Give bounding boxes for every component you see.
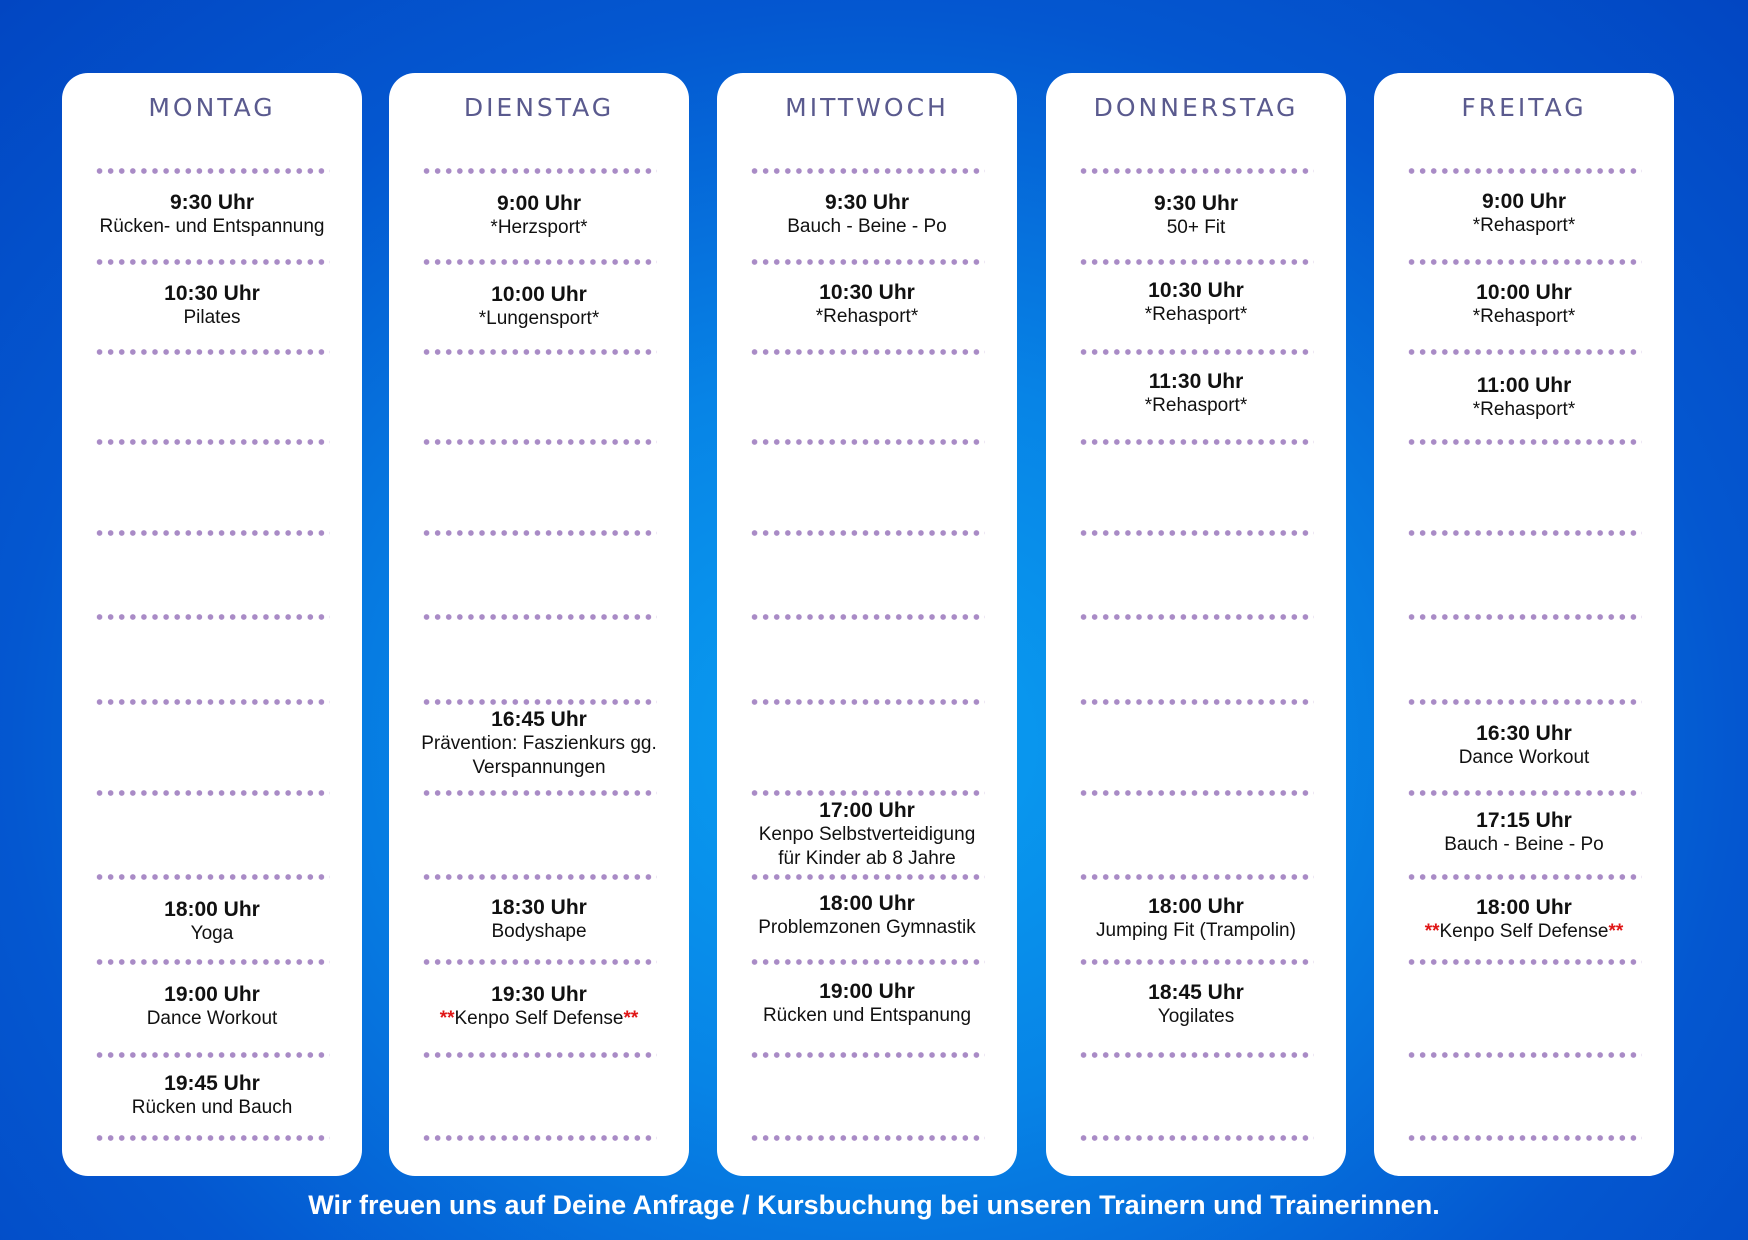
course-time: 18:30 Uhr (491, 896, 587, 919)
course-slot (1374, 722, 1674, 770)
day-title: MITTWOCH (785, 93, 949, 122)
course-time: 9:00 Uhr (496, 192, 582, 215)
course-time: 16:45 Uhr (491, 708, 587, 731)
course-time: 17:15 Uhr (1476, 809, 1572, 832)
course-time: 10:00 Uhr (491, 283, 587, 306)
course-slot (717, 191, 1017, 239)
course-time: 19:45 Uhr (164, 1072, 260, 1095)
dotted-divider (749, 790, 985, 796)
dotted-divider (1078, 790, 1314, 796)
dotted-divider (1078, 530, 1314, 536)
course-time: 19:30 Uhr (491, 983, 587, 1006)
dotted-divider (749, 874, 985, 880)
dotted-divider (1078, 439, 1314, 445)
dotted-divider (1406, 259, 1642, 265)
dotted-divider (1406, 439, 1642, 445)
course-name (1374, 920, 1674, 944)
dotted-divider (94, 349, 330, 355)
course-name: *Rehasport* (1472, 306, 1576, 327)
course-name-line2: für Kinder ab 8 Jahre (778, 848, 956, 869)
dotted-divider (94, 1052, 330, 1058)
course-slot (1046, 192, 1346, 240)
course-slot (389, 983, 689, 1031)
dotted-divider (1406, 530, 1642, 536)
course-slot (1374, 374, 1674, 422)
course-name: Dance Workout (1458, 747, 1590, 768)
course-slot (1374, 809, 1674, 857)
course-slot (717, 980, 1017, 1028)
course-name (389, 1007, 689, 1031)
course-time: 18:00 Uhr (164, 898, 260, 921)
course-time: 18:00 Uhr (1476, 896, 1572, 919)
course-slot (389, 283, 689, 331)
course-slot (717, 281, 1017, 329)
dotted-divider (94, 959, 330, 965)
dotted-divider (1078, 959, 1314, 965)
course-time: 9:30 Uhr (169, 191, 255, 214)
course-name: *Lungensport* (478, 308, 600, 329)
dotted-divider (1406, 614, 1642, 620)
dotted-divider (421, 168, 657, 174)
course-name: Prävention: Faszienkurs gg. (421, 733, 657, 754)
day-card-freitag (1374, 73, 1674, 1176)
dotted-divider (749, 259, 985, 265)
course-time: 9:30 Uhr (824, 191, 910, 214)
course-name: *Rehasport* (1144, 395, 1248, 416)
course-name: *Rehasport* (1472, 399, 1576, 420)
course-time: 17:00 Uhr (819, 799, 915, 822)
dotted-divider (94, 614, 330, 620)
dotted-divider (1406, 1135, 1642, 1141)
dotted-divider (94, 439, 330, 445)
marker-asterisks: ** (1608, 921, 1624, 942)
course-slot (389, 192, 689, 240)
dotted-divider (749, 614, 985, 620)
day-title: MONTAG (148, 93, 276, 122)
dotted-divider (421, 790, 657, 796)
course-slot (717, 799, 1017, 871)
dotted-divider (94, 168, 330, 174)
course-slot (62, 983, 362, 1031)
dotted-divider (749, 959, 985, 965)
dotted-divider (749, 530, 985, 536)
dotted-divider (421, 349, 657, 355)
course-slot (717, 892, 1017, 940)
course-name: Rücken und Entspanung (762, 1005, 972, 1026)
course-name: Yoga (190, 923, 234, 944)
dotted-divider (94, 1135, 330, 1141)
dotted-divider (1078, 259, 1314, 265)
day-title: FREITAG (1461, 93, 1587, 122)
course-slot (389, 708, 689, 780)
dotted-divider (421, 530, 657, 536)
course-slot (62, 191, 362, 239)
course-slot (1046, 370, 1346, 418)
dotted-divider (421, 614, 657, 620)
course-time: 11:00 Uhr (1476, 374, 1572, 397)
dotted-divider (749, 349, 985, 355)
dotted-divider (421, 439, 657, 445)
course-slot (62, 282, 362, 330)
dotted-divider (94, 699, 330, 705)
dotted-divider (749, 168, 985, 174)
day-title: DONNERSTAG (1093, 93, 1299, 122)
dotted-divider (1406, 168, 1642, 174)
course-name: Rücken und Bauch (131, 1097, 293, 1118)
marker-asterisks: ** (623, 1008, 639, 1029)
course-slot (1046, 895, 1346, 943)
day-card-montag (62, 73, 362, 1176)
course-slot (1374, 896, 1674, 944)
course-name: Problemzonen Gymnastik (758, 917, 976, 938)
course-slot (1046, 981, 1346, 1029)
course-time: 19:00 Uhr (819, 980, 915, 1003)
footer-message: Wir freuen uns auf Deine Anfrage / Kursbuchung bei unseren Trainern und Trainerinnen. (308, 1190, 1440, 1220)
course-name: Pilates (183, 307, 241, 328)
course-slot (62, 898, 362, 946)
course-name-text: Kenpo Self Defense (454, 1008, 624, 1029)
course-name: *Rehasport* (1472, 215, 1576, 236)
marker-asterisks: ** (439, 1008, 455, 1029)
course-name: 50+ Fit (1166, 217, 1226, 238)
course-name: Jumping Fit (Trampolin) (1096, 920, 1296, 941)
course-slot (62, 1072, 362, 1120)
course-time: 9:00 Uhr (1481, 190, 1567, 213)
dotted-divider (421, 699, 657, 705)
dotted-divider (1078, 168, 1314, 174)
course-name: *Herzsport* (490, 217, 588, 238)
marker-asterisks: ** (1424, 921, 1440, 942)
dotted-divider (421, 1135, 657, 1141)
dotted-divider (1078, 349, 1314, 355)
dotted-divider (1078, 614, 1314, 620)
dotted-divider (749, 1135, 985, 1141)
course-name: *Rehasport* (1144, 304, 1248, 325)
course-time: 10:30 Uhr (1148, 279, 1244, 302)
course-name-line2: Verspannungen (472, 757, 606, 778)
dotted-divider (94, 874, 330, 880)
dotted-divider (1078, 1135, 1314, 1141)
course-time: 18:00 Uhr (1148, 895, 1244, 918)
course-slot (1374, 190, 1674, 238)
dotted-divider (94, 790, 330, 796)
day-card-mittwoch (717, 73, 1017, 1176)
course-time: 10:30 Uhr (819, 281, 915, 304)
dotted-divider (1406, 349, 1642, 355)
dotted-divider (421, 259, 657, 265)
dotted-divider (1078, 874, 1314, 880)
dotted-divider (94, 530, 330, 536)
course-time: 19:00 Uhr (164, 983, 260, 1006)
course-slot (389, 896, 689, 944)
course-time: 11:30 Uhr (1148, 370, 1244, 393)
dotted-divider (1406, 699, 1642, 705)
course-time: 18:00 Uhr (819, 892, 915, 915)
dotted-divider (1406, 874, 1642, 880)
dotted-divider (749, 1052, 985, 1058)
dotted-divider (1406, 1052, 1642, 1058)
course-slot (1374, 281, 1674, 329)
course-slot (1046, 279, 1346, 327)
course-time: 16:30 Uhr (1476, 722, 1572, 745)
dotted-divider (421, 959, 657, 965)
course-name: Bauch - Beine - Po (1444, 834, 1604, 855)
course-time: 9:30 Uhr (1153, 192, 1239, 215)
course-time: 10:00 Uhr (1476, 281, 1572, 304)
dotted-divider (749, 699, 985, 705)
course-name: *Rehasport* (815, 306, 919, 327)
dotted-divider (421, 874, 657, 880)
course-name: Kenpo Selbstverteidigung (758, 824, 976, 845)
dotted-divider (1078, 699, 1314, 705)
course-name: Dance Workout (146, 1008, 278, 1029)
course-name: Bodyshape (491, 921, 587, 942)
dotted-divider (1406, 959, 1642, 965)
dotted-divider (1406, 790, 1642, 796)
dotted-divider (1078, 1052, 1314, 1058)
course-name: Rücken- und Entspannung (99, 216, 325, 237)
day-card-donnerstag (1046, 73, 1346, 1176)
course-name-text: Kenpo Self Defense (1439, 921, 1609, 942)
dotted-divider (421, 1052, 657, 1058)
dotted-divider (94, 259, 330, 265)
day-card-dienstag (389, 73, 689, 1176)
course-time: 10:30 Uhr (164, 282, 260, 305)
day-title: DIENSTAG (463, 93, 615, 122)
course-time: 18:45 Uhr (1148, 981, 1244, 1004)
course-name: Yogilates (1157, 1006, 1235, 1027)
dotted-divider (749, 439, 985, 445)
course-name: Bauch - Beine - Po (787, 216, 947, 237)
